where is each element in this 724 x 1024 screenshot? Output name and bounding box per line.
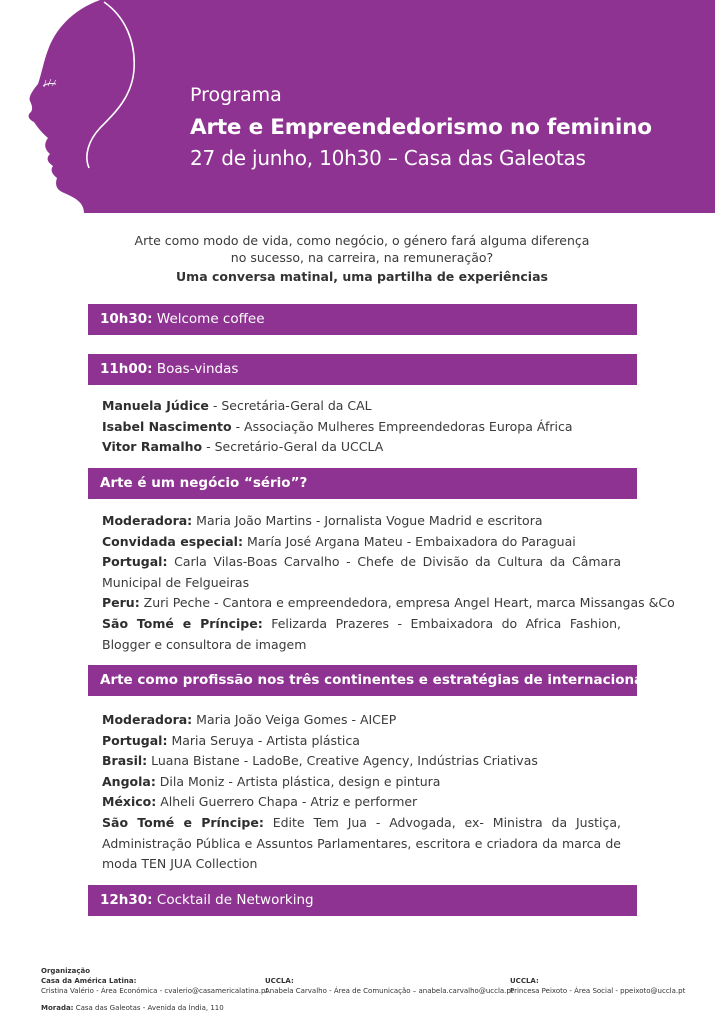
footer-cal: Casa da América Latina: Cristina Valério - Área Económica - cvalerio@casamericalatina.pt — [41, 977, 269, 995]
speaker-list-arte-profissao — [102, 710, 621, 875]
list-item: Brasil: Luana Bistane - LadoBe, Creative Agency, Indústrias Criativas — [102, 753, 538, 769]
section-title: Arte é um negócio “sério”? — [100, 475, 308, 491]
section-title: Boas-vindas — [156, 361, 239, 377]
section-bar-arte-profissao — [88, 665, 677, 696]
list-item: São Tomé e Príncipe: Edite Tem Jua - Advogada, ex- Ministra da Justiça, Administração Pública e Assuntos Parlamentares, escritora e criadora da marca de moda TEN JUA Collection — [102, 814, 621, 872]
footer-uccla-1: UCCLA: Anabela Carvalho - Área de Comunicação – anabela.carvalho@uccla.pt — [265, 977, 514, 995]
section-bar-boas-vindas — [88, 354, 637, 385]
section-time: 12h30: — [100, 892, 153, 908]
footer-address: Morada: Casa das Galeotas - Avenida da Índia, 110 — [41, 1004, 224, 1012]
list-item: Isabel Nascimento - Associação Mulheres Empreendedoras Europa África — [102, 418, 573, 434]
section-title: Welcome coffee — [156, 311, 265, 327]
section-title: Arte como profissão nos três continentes e estratégias de internacionalizar — [100, 672, 677, 688]
woman-profile-icon — [0, 0, 724, 213]
section-title: Cocktail de Networking — [156, 892, 314, 908]
event-date: 27 de junho, 10h30 – Casa das Galeotas — [190, 146, 586, 170]
footer-uccla-2: UCCLA: Princesa Peixoto - Área Social - ppeixoto@uccla.pt — [510, 977, 686, 995]
intro-line-1: Arte como modo de vida, como negócio, o género fará alguma diferença — [134, 233, 590, 248]
section-bar-welcome — [88, 304, 637, 335]
list-item: Portugal: Maria Seruya - Artista plástica — [102, 732, 360, 748]
list-item: Peru: Zuri Peche - Cantora e empreendedora, empresa Angel Heart, marca Missangas &Co — [102, 595, 675, 611]
section-time: 10h30: — [100, 311, 153, 327]
list-item: São Tomé e Príncipe: Felizarda Prazeres - Embaixadora do Africa Fashion, Blogger e consultora de imagem — [102, 615, 621, 652]
event-title: Arte e Empreendedorismo no feminino — [190, 115, 652, 140]
section-bar-cocktail — [88, 885, 637, 916]
header-banner — [0, 0, 724, 213]
list-item: Portugal: Carla Vilas-Boas Carvalho - Chefe de Divisão da Cultura da Câmara Municipal de Felgueiras — [102, 554, 621, 590]
list-item: Moderadora: Maria João Veiga Gomes - AICEP — [102, 712, 397, 727]
program-label: Programa — [190, 84, 282, 106]
speaker-list-boas-vindas — [102, 396, 621, 458]
list-item: Manuela Júdice - Secretária-Geral da CAL — [102, 398, 372, 413]
intro-tagline: Uma conversa matinal, uma partilha de experiências — [176, 269, 548, 284]
list-item: Convidada especial: María José Argana Mateu - Embaixadora do Paraguai — [102, 533, 576, 549]
footer-org-label: Organização — [41, 967, 90, 975]
speaker-list-arte-negocio — [102, 511, 675, 655]
list-item: México: Alheli Guerrero Chapa - Atriz e performer — [102, 794, 418, 810]
list-item: Moderadora: Maria João Martins - Jornalista Vogue Madrid e escritora — [102, 513, 543, 528]
section-bar-arte-negocio — [88, 468, 637, 499]
list-item: Vitor Ramalho - Secretário-Geral da UCCLA — [102, 439, 384, 455]
list-item: Angola: Dila Moniz - Artista plástica, design e pintura — [102, 773, 441, 789]
section-time: 11h00: — [100, 361, 153, 377]
intro-line-2: no sucesso, na carreira, na remuneração? — [230, 250, 494, 265]
